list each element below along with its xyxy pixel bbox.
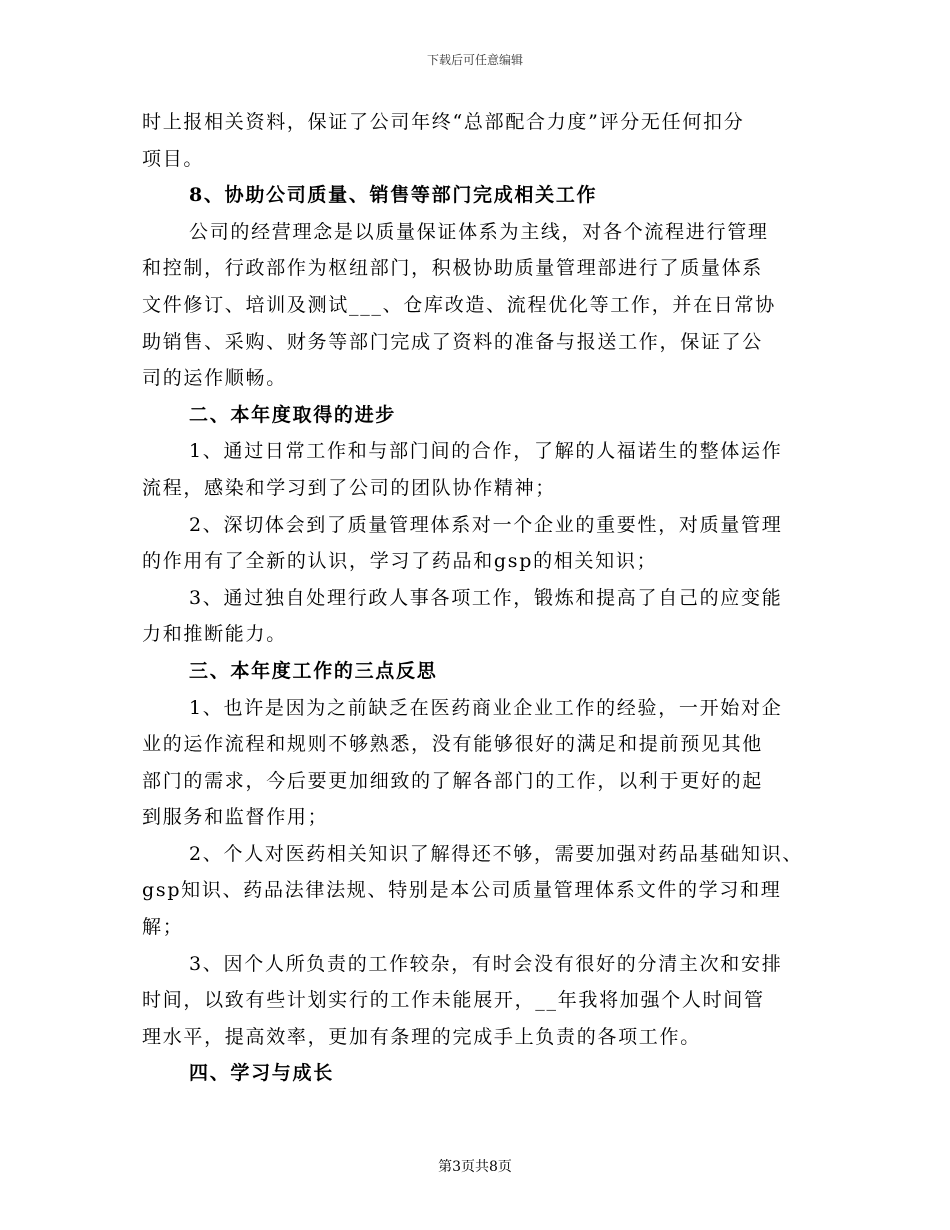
text-line: 时上报相关资料，保证了公司年终“总部配合力度”评分无任何扣分	[142, 111, 745, 133]
text-line: 业的运作流程和规则不够熟悉，没有能够很好的满足和提前预见其他	[142, 733, 764, 756]
section-heading: 四、学习与成长	[189, 1062, 334, 1085]
text-line: 解；	[142, 916, 184, 939]
text-line: 1、通过日常工作和与部门间的合作，了解的人福诺生的整体运作	[189, 440, 783, 463]
text-line: 的作用有了全新的认识，学习了药品和gsp的相关知识；	[142, 550, 658, 573]
text-line: 力和推断能力。	[142, 623, 287, 646]
text-line: 项目。	[142, 147, 205, 170]
section-heading: 8、协助公司质量、销售等部门完成相关工作	[189, 184, 598, 207]
text-line: 和控制，行政部作为枢纽部门，积极协助质量管理部进行了质量体系	[142, 257, 764, 280]
document-body	[142, 104, 822, 1092]
text-line: 2、深切体会到了质量管理体系对一个企业的重要性，对质量管理	[189, 513, 783, 536]
text-line: 3、因个人所负责的工作较杂，有时会没有很好的分清主次和安排	[189, 952, 783, 975]
section-heading: 二、本年度取得的进步	[189, 403, 397, 426]
text-line: gsp知识、药品法律法规、特别是本公司质量管理体系文件的学习和理	[142, 879, 782, 902]
text-line: 助销售、采购、财务等部门完成了资料的准备与报送工作，保证了公	[142, 330, 764, 353]
text-line: 文件修订、培训及测试___、仓库改造、流程优化等工作，并在日常协	[142, 293, 776, 316]
section-heading: 三、本年度工作的三点反思	[189, 659, 438, 682]
page-header: 下载后可任意编辑	[426, 53, 523, 67]
text-line: 部门的需求，今后要更加细致的了解各部门的工作，以利于更好的起	[142, 769, 764, 792]
text-line: 3、通过独自处理行政人事各项工作，锻炼和提高了自己的应变能	[189, 586, 783, 609]
text-line: 到服务和监督作用；	[142, 806, 329, 829]
text-line: 1、也许是因为之前缺乏在医药商业企业工作的经验，一开始对企	[189, 696, 783, 719]
text-line: 2、个人对医药相关知识了解得还不够，需要加强对药品基础知识、	[189, 842, 804, 865]
text-line: 时间，以致有些计划实行的工作未能展开，__年我将加强个人时间管	[142, 989, 765, 1012]
text-line: 司的运作顺畅。	[142, 367, 287, 390]
text-line: 理水平，提高效率，更加有条理的完成手上负责的各项工作。	[142, 1025, 701, 1048]
text-line: 流程，感染和学习到了公司的团队协作精神；	[142, 476, 557, 499]
text-line: 公司的经营理念是以质量保证体系为主线，对各个流程进行管理	[189, 220, 769, 243]
page-footer: 第3页共8页	[438, 1159, 512, 1175]
